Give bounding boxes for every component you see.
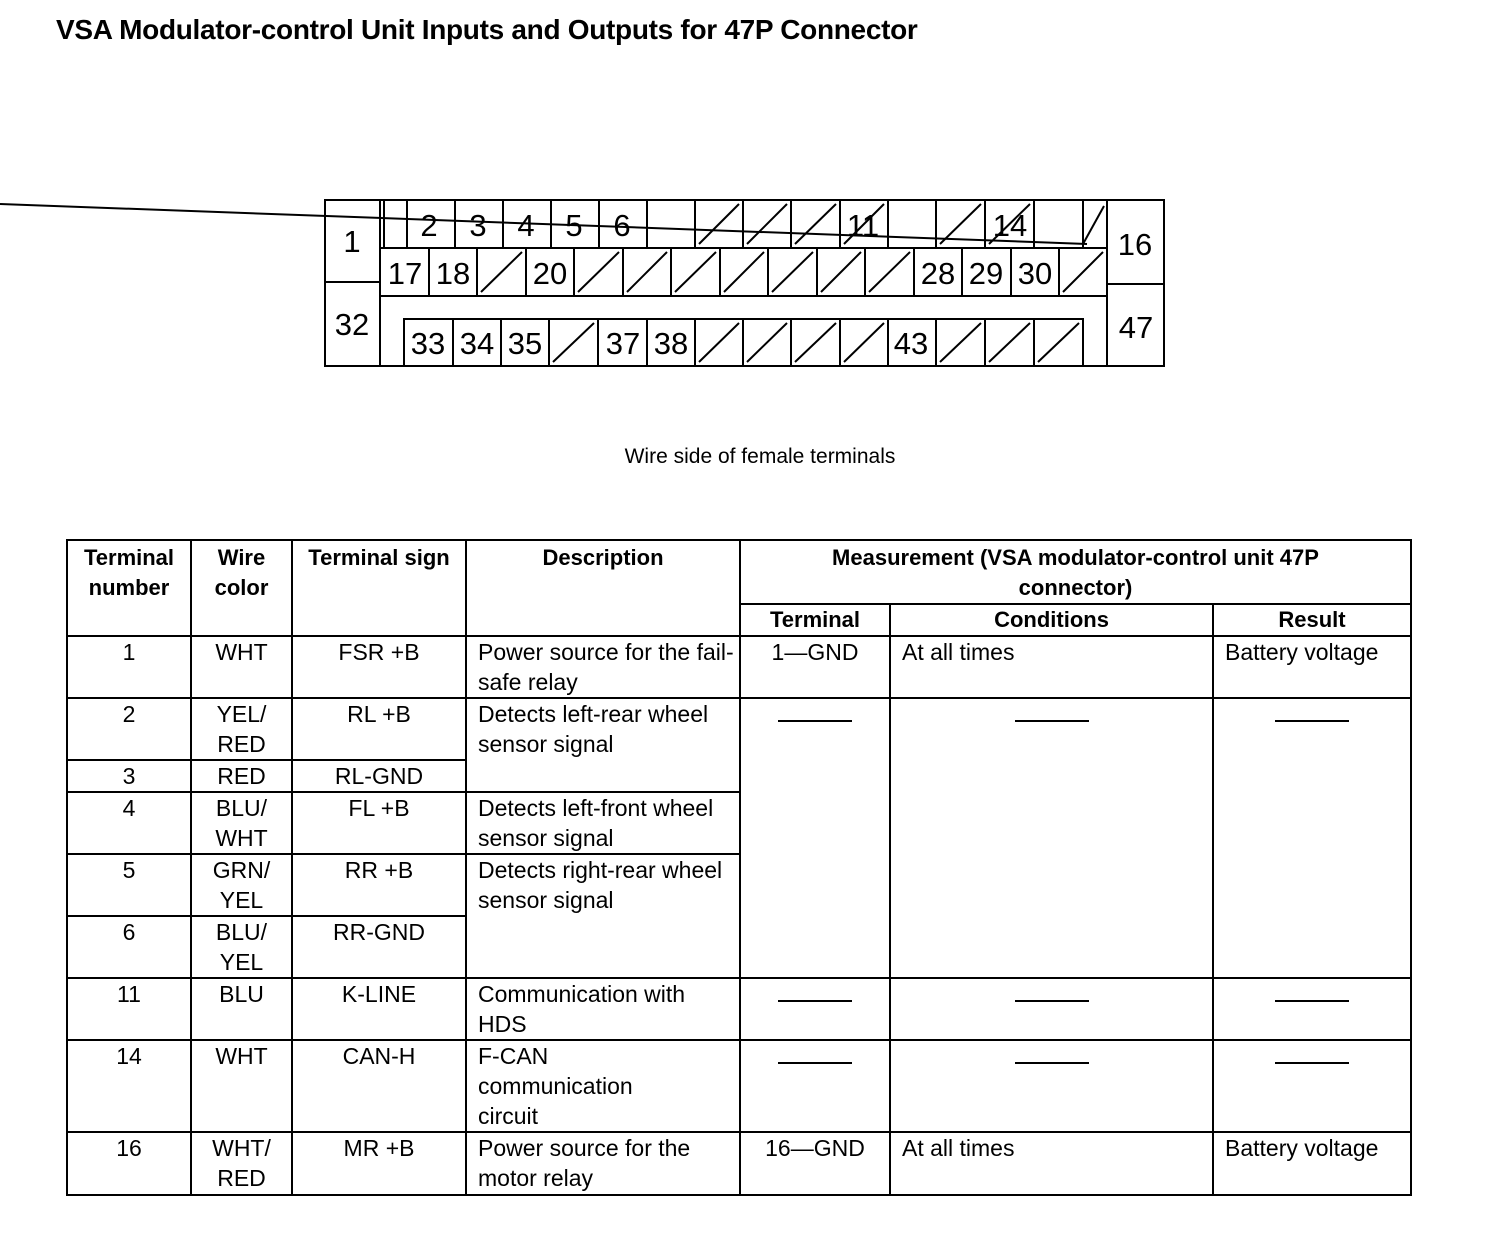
cell-terminal-number: 4 [67, 792, 191, 854]
unused-cavity-hatch [1083, 206, 1104, 244]
cell-conditions [890, 978, 1213, 1040]
dash-line [778, 1062, 852, 1064]
pin-label-43: 43 [893, 326, 929, 361]
cell-terminal-number: 6 [67, 916, 191, 978]
pin-label-6: 6 [613, 208, 631, 243]
cell-description: Power source for the motor relay [466, 1132, 740, 1195]
unused-cavity-hatch [772, 252, 813, 292]
page-title: VSA Modulator-control Unit Inputs and Outputs for 47P Connector [56, 14, 918, 45]
pin-label-34: 34 [459, 326, 495, 361]
pin-label-18: 18 [435, 256, 471, 291]
header-terminal-number: Terminal number [67, 540, 191, 636]
cell-terminal-number: 3 [67, 760, 191, 792]
cell-terminal [740, 978, 890, 1040]
unused-cavity-hatch [989, 323, 1030, 362]
pin-label-38: 38 [653, 326, 689, 361]
cell-terminal-sign: RL +B [292, 698, 466, 760]
cell-wire-color: WHT/ RED [191, 1132, 292, 1195]
cell-description: Detects left-rear wheel sensor signal [466, 698, 740, 792]
cell-terminal [740, 1040, 890, 1132]
cell-terminal-sign: RR +B [292, 854, 466, 916]
header-result: Result [1213, 604, 1411, 636]
cell-terminal-sign: RL-GND [292, 760, 466, 792]
unused-cavity-hatch [481, 252, 522, 292]
cell-result: Battery voltage [1213, 1132, 1411, 1195]
table-row [67, 1040, 1411, 1132]
header-conditions: Conditions [890, 604, 1213, 636]
cell-description: Communication with HDS [466, 978, 740, 1040]
cell-wire-color: GRN/ YEL [191, 854, 292, 916]
unused-cavity-hatch [747, 204, 787, 244]
pin-label-11: 11 [846, 208, 880, 243]
dash-line [778, 720, 852, 722]
header-terminal: Terminal [740, 604, 890, 636]
header-wire-color: Wire color [191, 540, 292, 636]
cell-terminal-number: 16 [67, 1132, 191, 1195]
dash-line [1275, 1062, 1349, 1064]
dash-line [1015, 1062, 1089, 1064]
unused-cavity-hatch [553, 323, 594, 362]
pin-label-4: 4 [517, 208, 535, 243]
cell-wire-color: BLU/ YEL [191, 916, 292, 978]
header-description: Description [466, 540, 740, 636]
pin-label-30: 30 [1017, 256, 1053, 291]
pin-label-5: 5 [565, 208, 583, 243]
cell-wire-color: YEL/ RED [191, 698, 292, 760]
cell-terminal-number: 5 [67, 854, 191, 916]
header-measurement: Measurement (VSA modulator-control unit 47P connector) [740, 540, 1411, 604]
unused-cavity-hatch [747, 323, 787, 362]
unused-cavity-hatch [699, 323, 739, 362]
unused-cavity-hatch [795, 323, 836, 362]
cell-terminal-number: 2 [67, 698, 191, 760]
cell-terminal: 16—GND [740, 1132, 890, 1195]
dash-line [1275, 720, 1349, 722]
unused-cavity-hatch [940, 323, 981, 362]
cell-terminal-sign: CAN-H [292, 1040, 466, 1132]
unused-cavity-hatch [627, 252, 667, 292]
pin-label-35: 35 [507, 326, 543, 361]
pin-label-16: 16 [1117, 227, 1153, 262]
cell-wire-color: WHT [191, 636, 292, 698]
unused-cavity-hatch [0, 204, 1087, 244]
table-row [67, 698, 1411, 760]
cell-conditions [890, 1040, 1213, 1132]
cell-result [1213, 1040, 1411, 1132]
cell-conditions: At all times [890, 1132, 1213, 1195]
unused-cavity-hatch [844, 323, 884, 362]
header-terminal-sign: Terminal sign [292, 540, 466, 636]
unused-cavity-hatch [795, 204, 836, 244]
unused-cavity-hatch [724, 252, 764, 292]
unused-cavity-hatch [1038, 323, 1079, 362]
unused-cavity-hatch [1063, 252, 1103, 292]
cell-terminal: 1—GND [740, 636, 890, 698]
pin-label-20: 20 [532, 256, 568, 291]
table-row [67, 978, 1411, 1040]
connector-diagram [0, 0, 1504, 420]
pin-table [66, 539, 1412, 1196]
pin-label-32: 32 [334, 307, 370, 342]
cell-result [1213, 698, 1411, 978]
pin-label-29: 29 [968, 256, 1004, 291]
pin-label-14: 14 [992, 208, 1028, 243]
dash-line [778, 1000, 852, 1002]
dash-line [1015, 720, 1089, 722]
cell-terminal-number: 11 [67, 978, 191, 1040]
cell-terminal-sign: K-LINE [292, 978, 466, 1040]
pin-label-2: 2 [420, 208, 438, 243]
cell-result [1213, 978, 1411, 1040]
unused-cavity-hatch [821, 252, 861, 292]
table-row [67, 1132, 1411, 1195]
cell-description: Detects right-rear wheel sensor signal [466, 854, 740, 978]
cell-terminal-number: 1 [67, 636, 191, 698]
pin-label-3: 3 [469, 208, 487, 243]
pin-label-37: 37 [605, 326, 641, 361]
cell-description: F-CAN communication circuit [466, 1040, 740, 1132]
dash-line [1015, 1000, 1089, 1002]
cell-terminal-number: 14 [67, 1040, 191, 1132]
cell-conditions [890, 698, 1213, 978]
dash-line [1275, 1000, 1349, 1002]
cell-conditions: At all times [890, 636, 1213, 698]
cell-description: Detects left-front wheel sensor signal [466, 792, 740, 854]
connector-caption: Wire side of female terminals [624, 445, 896, 468]
pin-label-1: 1 [343, 224, 361, 259]
unused-cavity-hatch [675, 252, 716, 292]
table-row [67, 636, 1411, 698]
cell-terminal-sign: FSR +B [292, 636, 466, 698]
cell-description: Power source for the fail-safe relay [466, 636, 740, 698]
cell-wire-color: WHT [191, 1040, 292, 1132]
pin-label-33: 33 [410, 326, 446, 361]
unused-cavity-hatch [578, 252, 619, 292]
cell-result: Battery voltage [1213, 636, 1411, 698]
unused-cavity-hatch [869, 252, 910, 292]
pin-label-17: 17 [387, 256, 423, 291]
cell-terminal-sign: RR-GND [292, 916, 466, 978]
cell-wire-color: BLU/ WHT [191, 792, 292, 854]
pin-label-28: 28 [920, 256, 956, 291]
unused-cavity-hatch [699, 204, 739, 244]
cell-wire-color: BLU [191, 978, 292, 1040]
cell-terminal [740, 698, 890, 978]
cell-wire-color: RED [191, 760, 292, 792]
cell-terminal-sign: MR +B [292, 1132, 466, 1195]
pin-label-47: 47 [1118, 310, 1154, 345]
cell-terminal-sign: FL +B [292, 792, 466, 854]
